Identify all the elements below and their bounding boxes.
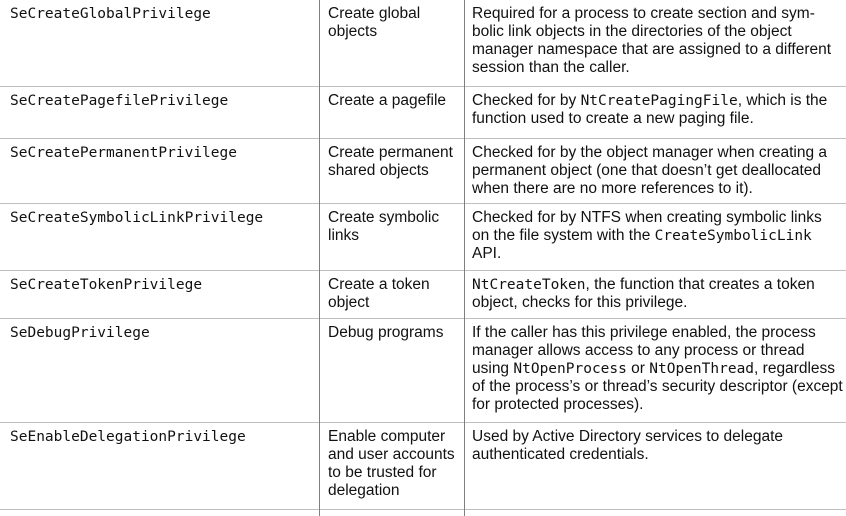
privilege-display-name: Debug programs <box>328 324 444 341</box>
privilege-name: SeCreateSymbolicLinkPrivilege <box>10 210 264 226</box>
privilege-display-name: Create a token object <box>328 276 430 311</box>
privilege-description: NtCreateToken, the function that creates a token object, checks for this privilege. <box>472 276 815 311</box>
privilege-name: SeCreatePagefilePrivilege <box>10 93 229 109</box>
column-divider <box>464 0 465 87</box>
table-row <box>0 87 846 139</box>
column-divider <box>319 319 320 423</box>
table-row <box>0 423 846 510</box>
column-divider <box>464 87 465 139</box>
column-divider <box>319 139 320 204</box>
column-divider <box>464 423 465 516</box>
privilege-name: SeEnableDelegationPrivilege <box>10 429 246 445</box>
column-divider <box>319 423 320 516</box>
table-row <box>0 0 846 87</box>
privilege-description: Used by Active Directory services to delegate authenticated credentials. <box>472 428 783 463</box>
table-row <box>0 271 846 319</box>
table-row <box>0 319 846 423</box>
privilege-description: Checked for by NTFS when creating symbolic links on the file system with the CreateSymbolicLink API. <box>472 209 822 262</box>
column-divider <box>464 139 465 204</box>
column-divider <box>319 271 320 319</box>
privilege-display-name: Create permanent shared objects <box>328 144 453 179</box>
privilege-display-name: Create symbolic links <box>328 209 440 244</box>
column-divider <box>464 204 465 271</box>
column-divider <box>319 0 320 87</box>
table-row <box>0 139 846 204</box>
privilege-description: Checked for by the object manager when creating a permanent object (one that doesn’t get deallocated when there are no more references to it). <box>472 144 827 197</box>
privilege-description: Checked for by NtCreatePagingFile, which is the function used to create a new paging file. <box>472 92 828 127</box>
column-divider <box>319 204 320 271</box>
api-name: NtOpenThread <box>649 361 755 377</box>
privilege-display-name: Create global objects <box>328 5 421 40</box>
privilege-description: Required for a process to create section and sym- bolic link objects in the directories of the object manager namespace that are assigned to a different session than the caller. <box>472 5 832 76</box>
privilege-display-name: Create a pagefile <box>328 92 447 109</box>
table-row <box>0 204 846 271</box>
privilege-name: SeCreatePermanentPrivilege <box>10 145 237 161</box>
privilege-name: SeCreateTokenPrivilege <box>10 277 203 293</box>
privilege-display-name: Enable computer and user accounts to be trusted for delegation <box>328 428 455 499</box>
column-divider <box>464 271 465 319</box>
api-name: NtCreateToken <box>472 277 586 293</box>
column-divider <box>464 319 465 423</box>
privilege-description: If the caller has this privilege enabled, the process manager allows access to any process or thread using NtOpenProcess or NtOpenThread, regardless of the process’s or thread’s security descriptor (except for protected processes). <box>472 324 843 413</box>
column-divider <box>319 87 320 139</box>
privilege-name: SeCreateGlobalPrivilege <box>10 6 211 22</box>
api-name: CreateSymbolicLink <box>654 228 812 244</box>
privilege-name: SeDebugPrivilege <box>10 325 150 341</box>
api-name: NtCreatePagingFile <box>580 93 738 109</box>
api-name: NtOpenProcess <box>513 361 627 377</box>
